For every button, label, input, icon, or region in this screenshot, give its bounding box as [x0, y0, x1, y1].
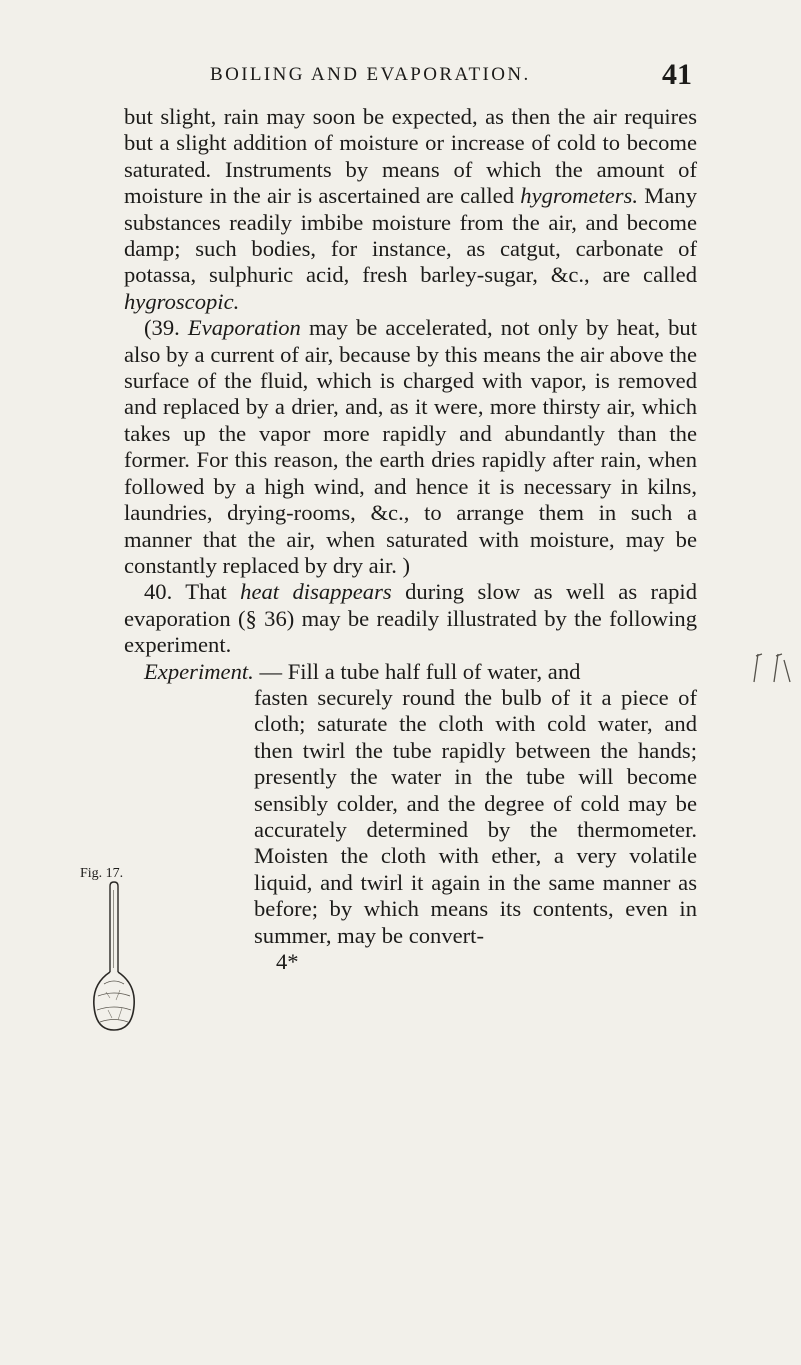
figure-label: Fig. 17. [80, 866, 124, 881]
experiment-text: fasten securely round the bulb of it a piece of cloth; saturate the cloth with cold water, and then twirl the tube rapidly between the hands; presently the water in the tube will become sensibly colder, and the degree of cold may be accurately determined by the thermometer. Moisten the cloth with ether, a very volatile liquid, and twirl it again in the same manner as before; by which means its contents, even in summer, may be convert- [254, 684, 697, 948]
term-heat-disappears: heat disappears [240, 579, 392, 605]
running-head-title: BOILING AND EVAPORATION. [210, 64, 531, 85]
term-evaporation: Evaporation [187, 315, 301, 341]
paragraph-hygrometers: but slight, rain may soon be expected, as then the air requires but a slight addition of moisture or increase of cold to become saturated. Instruments by means of which the amount of moisture in the air is ascertained are called hygrometers. Many substances readily imbibe moisture from the air, and become damp; such bodies, for instance, as catgut, carbonate of potassa, sulphuric acid, fresh barley-sugar, &c., are called hygroscopic. [124, 104, 697, 314]
term-hygrometers: hygrometers. [520, 183, 639, 209]
page-number: 41 [662, 58, 692, 91]
tube-figure [86, 880, 142, 1036]
term-experiment: Experiment. [144, 658, 254, 684]
signature-mark: 4* [276, 949, 299, 974]
experiment-heading: Experiment. — Fill a tube half full of water, and [144, 658, 581, 684]
margin-pencil-mark [750, 652, 796, 688]
term-hygroscopic: hygroscopic. [124, 288, 240, 314]
page-body [124, 104, 697, 975]
paragraph-39: (39. Evaporation may be accelerated, not only by heat, but also by a current of air, because by this means the air above the surface of the fluid, which is charged with vapor, is removed and replaced by a drier, and, as it were, more thirsty air, which takes up the vapor more rapidly and abundantly than the former. For this reason, the earth dries rapidly after rain, when followed by a high wind, and hence it is necessary in kilns, laundries, drying-rooms, &c., to arrange them in such a manner that the air, when saturated with moisture, may be constantly replaced by dry air. ) [124, 315, 697, 578]
tube-outline [110, 882, 118, 972]
paragraph-40: 40. That heat disappears during slow as well as rapid evaporation (§ 36) may be readily illustrated by the following experiment. [124, 579, 697, 658]
running-header [210, 60, 692, 94]
